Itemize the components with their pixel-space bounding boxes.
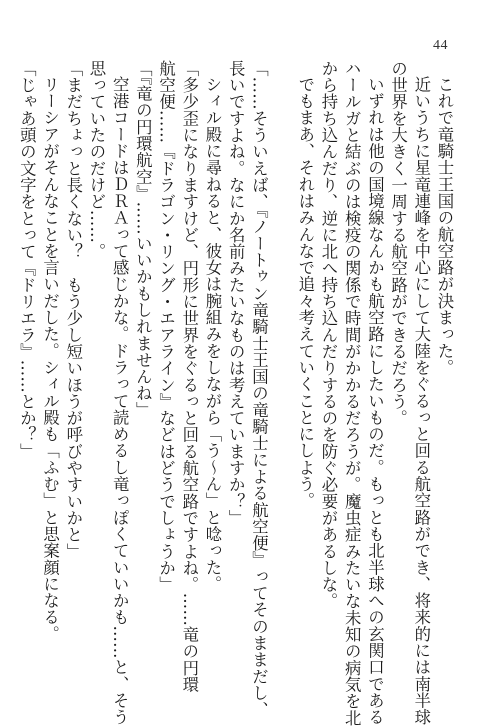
text-line: でもまあ、それはみんなで追々考えていくことにしよう。 bbox=[295, 76, 315, 510]
vertical-text-block bbox=[17, 60, 456, 726]
text-line: 「じゃあ頭の文字をとって『ドリエラ』……とか？」 bbox=[17, 60, 37, 460]
text-line: 空港コードはＤＲＡって感じかな。ドラって読めるし竜っぽくていいかも……と、そう bbox=[110, 76, 130, 726]
text-line: ハールガと結ぶのは検疫の関係で時間がかかるだろうが。魔虫症みたいな未知の病気を北 bbox=[342, 60, 362, 726]
text-line: いずれは他の国境線なんかも航空路にしたいものだ。もっとも北半球への玄関口である bbox=[365, 76, 385, 726]
text-line: これで竜騎士王国の航空路が決まった。 bbox=[435, 76, 454, 377]
text-line: 思っていたのだけど……。 bbox=[86, 60, 106, 260]
text-line: の世界を大きく一周する航空路ができるだろう。 bbox=[388, 60, 408, 427]
text-line: リーシアがそんなことを言いだした。シィル殿も「ふむ」と思案顔になる。 bbox=[40, 76, 60, 643]
text-line: 長いですよね。なにか名前みたいなものは考えていますか？」 bbox=[226, 60, 246, 527]
text-line: 近いうちに星竜連峰を中心にして大陸をぐるっと回る航空路ができ、将来的には南半球 bbox=[411, 76, 431, 726]
text-line: 「……そういえば、『ノートゥン竜騎士王国の竜騎士による航空便』ってそのままだし、 bbox=[249, 60, 269, 718]
text-line: から持ち込んだり、逆に北へ持ち込んだりするのを防ぐ必要があるしな。 bbox=[318, 60, 338, 610]
text-line bbox=[270, 60, 293, 670]
text-line: シィル殿に尋ねると、彼女は腕組みをしながら「う～ん」と唸った。 bbox=[202, 76, 222, 593]
text-line: 航空便……『ドラゴン・リング・エアライン』などはどうでしょうか」 bbox=[156, 60, 176, 593]
text-line: 「『竜の円環航空』……いいかもしれませんね」 bbox=[133, 60, 153, 419]
text-line: 「まだちょっと長くない？ もう少し短いほうが呼びやすいかと」 bbox=[63, 60, 83, 560]
text-line: 「多少歪になりますけど、円形に世界をぐるっと回る航空路ですよね。……竜の円環 bbox=[179, 60, 199, 693]
page-number: 44 bbox=[433, 38, 448, 53]
